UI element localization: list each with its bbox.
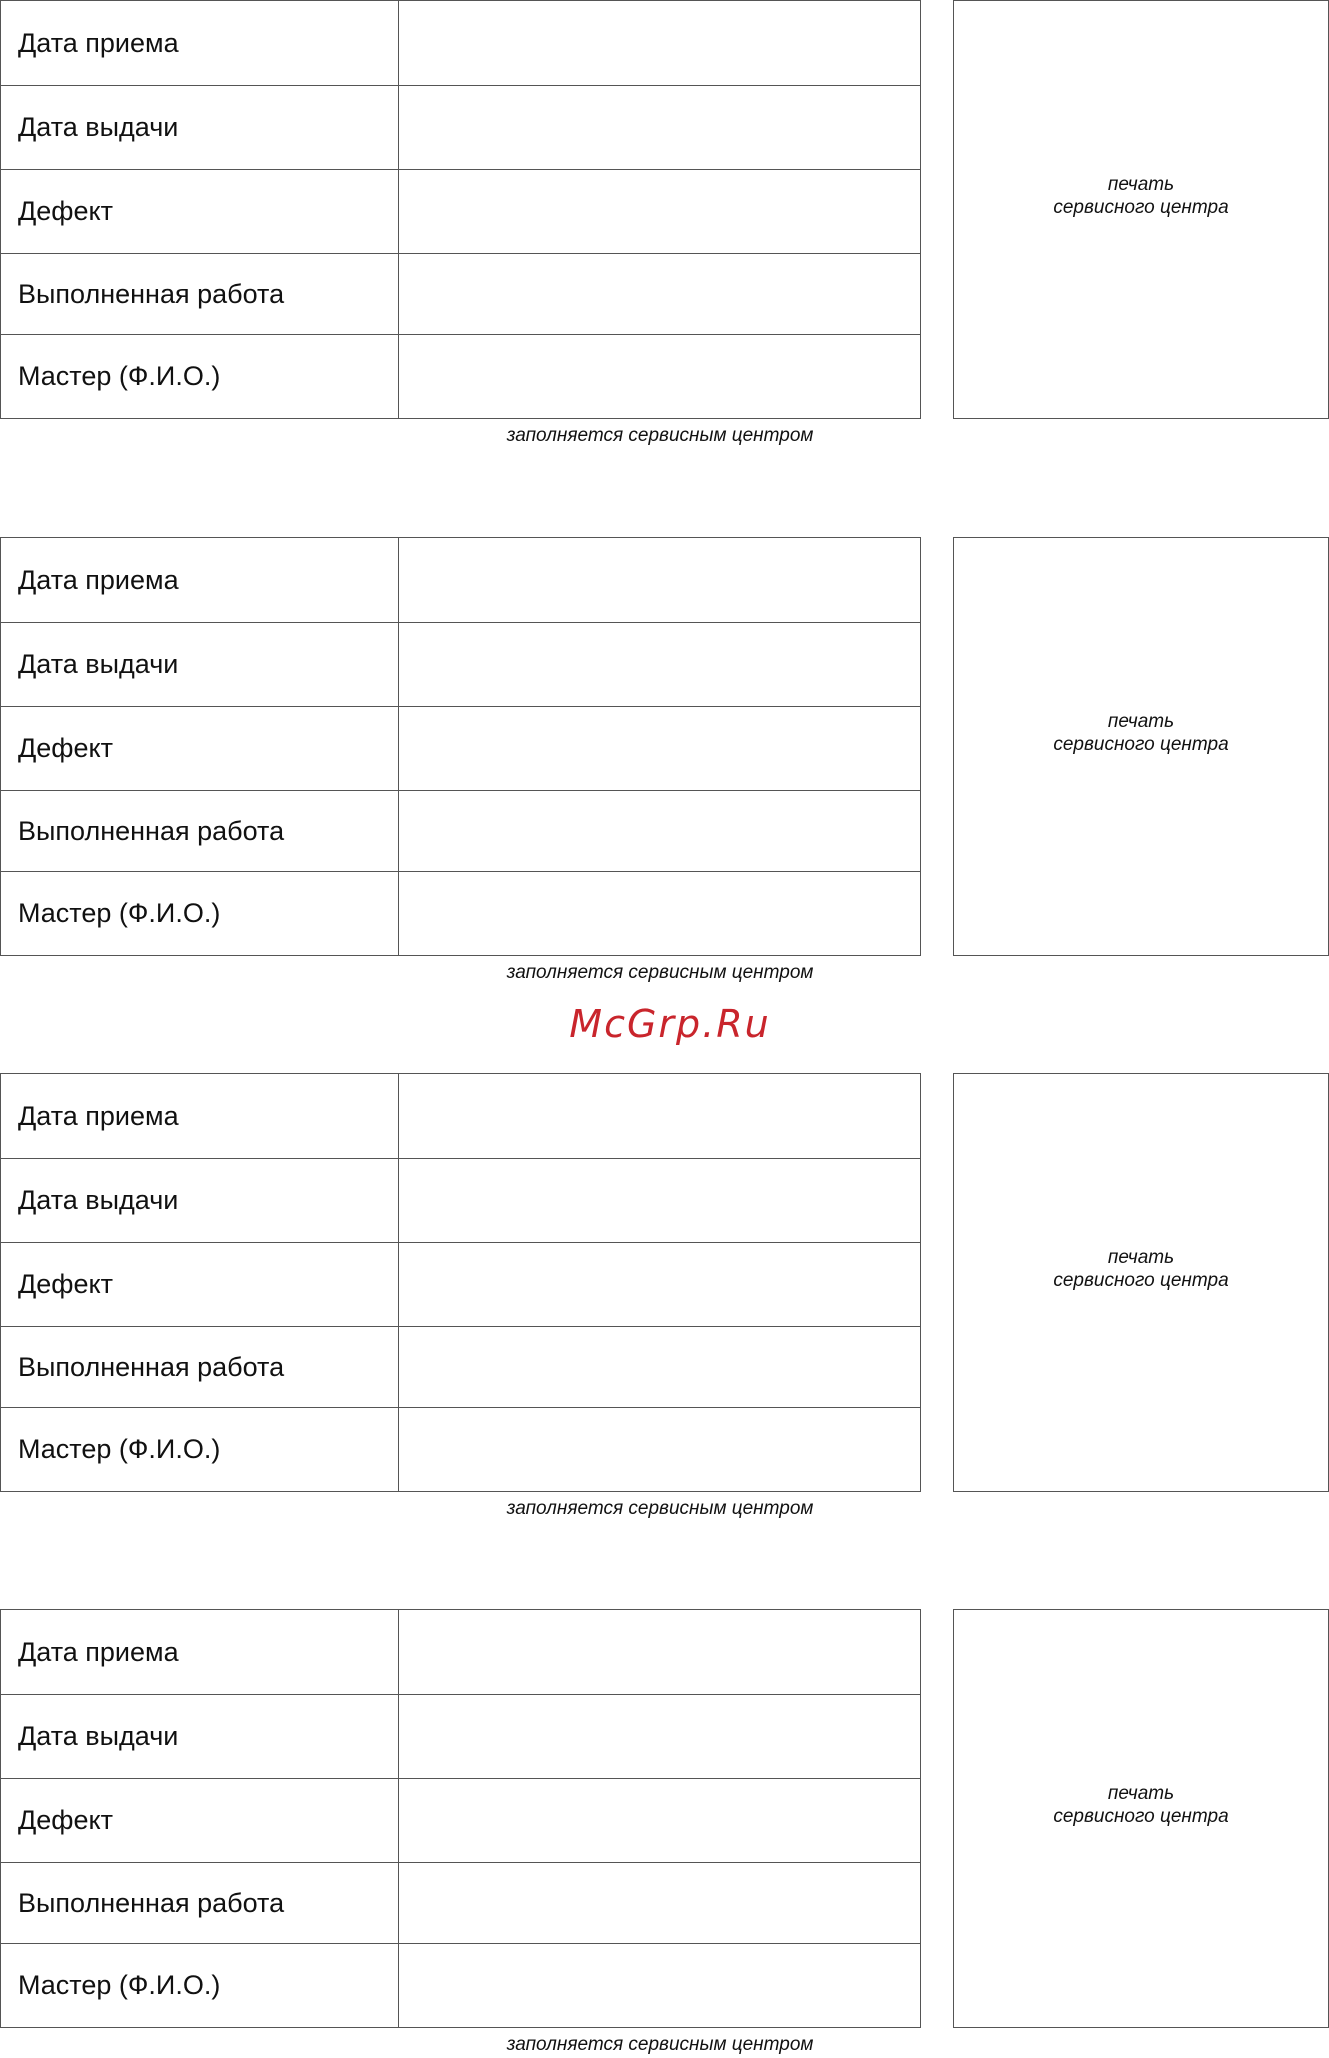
row-label-technician: Мастер (Ф.И.О.) (1, 1944, 399, 2027)
row-label-date-received: Дата приема (1, 1074, 399, 1158)
table-row (1, 170, 920, 254)
stamp-label (954, 710, 1328, 756)
date-received-field[interactable] (399, 1, 920, 85)
service-record-table (0, 0, 921, 419)
table-row (1, 1779, 920, 1863)
footnote: заполняется сервисным центром (506, 1498, 814, 1519)
table-row (1, 1074, 920, 1159)
stamp-label-line-2: сервисного центра (1053, 1270, 1229, 1291)
row-label-defect: Дефект (1, 707, 399, 790)
row-label-date-received: Дата приема (1, 1, 399, 85)
row-label-defect: Дефект (1, 170, 399, 253)
table-row (1, 1243, 920, 1327)
footnote: заполняется сервисным центром (506, 425, 814, 446)
stamp-label-line-1: печать (1107, 1247, 1175, 1268)
defect-field[interactable] (399, 707, 920, 790)
date-received-field[interactable] (399, 1074, 920, 1158)
table-row (1, 538, 920, 623)
date-issued-field[interactable] (399, 1159, 920, 1242)
service-record-table (0, 1609, 921, 2028)
table-row (1, 872, 920, 955)
row-label-defect: Дефект (1, 1243, 399, 1326)
date-issued-field[interactable] (399, 1695, 920, 1778)
stamp-box (953, 1073, 1329, 1492)
date-issued-field[interactable] (399, 86, 920, 169)
watermark-logo: McGrp.Ru (569, 1002, 771, 1046)
stamp-label-line-2: сервисного центра (1053, 1806, 1229, 1827)
date-received-field[interactable] (399, 538, 920, 622)
row-label-defect: Дефект (1, 1779, 399, 1862)
stamp-label-line-2: сервисного центра (1053, 734, 1229, 755)
table-row (1, 1, 920, 86)
service-record-table (0, 1073, 921, 1492)
table-row (1, 1695, 920, 1779)
table-row (1, 254, 920, 335)
technician-field[interactable] (399, 1408, 920, 1491)
defect-field[interactable] (399, 1243, 920, 1326)
table-row (1, 335, 920, 418)
service-form-3 (0, 1073, 1329, 1519)
date-received-field[interactable] (399, 1610, 920, 1694)
row-label-technician: Мастер (Ф.И.О.) (1, 872, 399, 955)
table-row (1, 623, 920, 707)
defect-field[interactable] (399, 170, 920, 253)
row-label-work-done: Выполненная работа (1, 1327, 399, 1407)
stamp-label (954, 173, 1328, 219)
row-label-date-issued: Дата выдачи (1, 1695, 399, 1778)
row-label-technician: Мастер (Ф.И.О.) (1, 335, 399, 418)
table-row (1, 1944, 920, 2027)
table-row (1, 1863, 920, 1944)
table-row (1, 86, 920, 170)
stamp-box (953, 1609, 1329, 2028)
stamp-label (954, 1782, 1328, 1828)
row-label-work-done: Выполненная работа (1, 1863, 399, 1943)
stamp-box (953, 537, 1329, 956)
technician-field[interactable] (399, 1944, 920, 2027)
row-label-date-received: Дата приема (1, 538, 399, 622)
stamp-label-line-1: печать (1107, 1783, 1175, 1804)
service-record-table (0, 537, 921, 956)
service-form-2 (0, 537, 1329, 983)
service-form-1 (0, 0, 1329, 446)
row-label-technician: Мастер (Ф.И.О.) (1, 1408, 399, 1491)
technician-field[interactable] (399, 335, 920, 418)
row-label-work-done: Выполненная работа (1, 791, 399, 871)
table-row (1, 1408, 920, 1491)
defect-field[interactable] (399, 1779, 920, 1862)
table-row (1, 1159, 920, 1243)
work-done-field[interactable] (399, 1327, 920, 1407)
date-issued-field[interactable] (399, 623, 920, 706)
footnote: заполняется сервисным центром (506, 2034, 814, 2055)
table-row (1, 1610, 920, 1695)
technician-field[interactable] (399, 872, 920, 955)
stamp-label-line-2: сервисного центра (1053, 197, 1229, 218)
table-row (1, 707, 920, 791)
work-done-field[interactable] (399, 791, 920, 871)
row-label-work-done: Выполненная работа (1, 254, 399, 334)
row-label-date-received: Дата приема (1, 1610, 399, 1694)
stamp-label-line-1: печать (1107, 711, 1175, 732)
work-done-field[interactable] (399, 1863, 920, 1943)
stamp-label-line-1: печать (1107, 174, 1175, 195)
service-form-4 (0, 1609, 1329, 2055)
table-row (1, 791, 920, 872)
footnote: заполняется сервисным центром (506, 962, 814, 983)
row-label-date-issued: Дата выдачи (1, 1159, 399, 1242)
table-row (1, 1327, 920, 1408)
row-label-date-issued: Дата выдачи (1, 86, 399, 169)
row-label-date-issued: Дата выдачи (1, 623, 399, 706)
stamp-box (953, 0, 1329, 419)
work-done-field[interactable] (399, 254, 920, 334)
stamp-label (954, 1246, 1328, 1292)
